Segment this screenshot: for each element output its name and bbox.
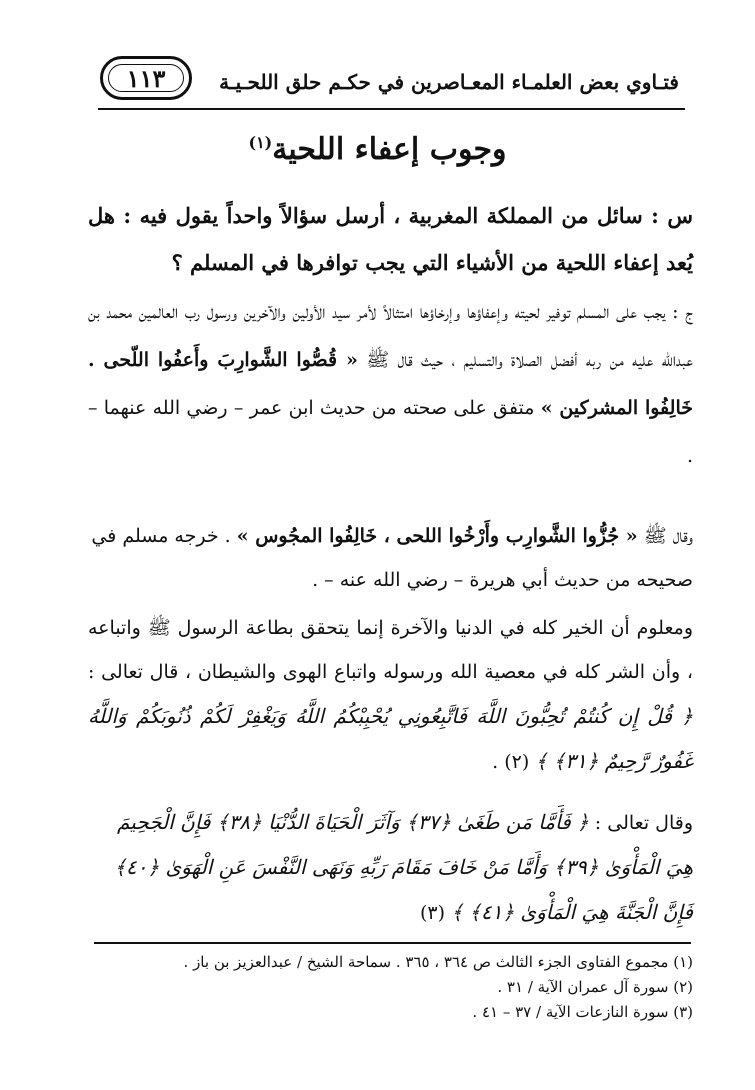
second-verse-paragraph xyxy=(88,800,693,935)
quran-verse-2: ﴿ فَأَمَّا مَن طَغَىٰ ﴿٣٧﴾ وَآثَرَ الْحَيَاةَ الدُّنْيَا ﴿٣٨﴾ فَإِنَّ الْجَحِيمَ هِيَ الْمَأْوَىٰ ﴿٣٩﴾ وَأَمَّا مَنْ خَافَ مَقَامَ رَبِّهِ وَنَهَى النَّفْسَ عَنِ الْهَوَىٰ ﴿٤٠﴾ فَإِنَّ الْجَنَّةَ هِيَ الْمَأْوَىٰ ﴿٤١﴾ ﴾ xyxy=(114,810,693,924)
hadith-quote: « قُصُّوا الشَّوارِبَ وأَعفُوا اللّحى . خَالِفُوا المشركين » xyxy=(88,349,693,419)
title-footnote-ref: (١) xyxy=(248,133,273,152)
obedience-text: ومعلوم أن الخير كله في الدنيا والآخرة إنما يتحقق بطاعة الرسول ﷺ واتباعه ، وأن الشر كله في معصية الله ورسوله واتباع الهوى والشيطان ، قال تعالى : xyxy=(88,617,693,683)
verse-2-footnote-ref: (٣) xyxy=(419,902,446,924)
page-number: ١١٣ xyxy=(126,63,166,93)
answer-paragraph xyxy=(88,288,693,480)
second-hadith-intro: وقال ﷺ xyxy=(643,525,693,547)
answer-intro: ج : يجب على المسلم توفير لحيته وإعفاؤها وإرخاؤها امتثالاً لأمر سيد الأولين والآخرين ورسول رب العالمين محمد بن عبدالله عليه من ربه أفضل الصلاة والتسليم ، حيث قال ﷺ xyxy=(88,301,693,371)
section-title xyxy=(0,132,755,167)
quran-verse-1: ﴿ قُلْ إِن كُنتُمْ تُحِبُّونَ اللَّهَ فَاتَّبِعُونِي يُحْبِبْكُمُ اللَّهُ وَيَغْفِرْ لَكُمْ ذُنُوبَكُمْ وَاللَّهُ غَفُورٌ رَّحِيمٌ ﴿٣١﴾ ﴾ xyxy=(88,704,693,773)
footnote-divider xyxy=(94,942,691,944)
hadith-source: متفق على صحته من حديث ابن عمر – رضي الله عنهما – . xyxy=(88,397,693,467)
footnote-3: (٣) سورة النازعات الآية / ٣٧ – ٤١ . xyxy=(472,1003,693,1021)
page-header xyxy=(98,50,685,110)
second-hadith-paragraph xyxy=(88,514,693,602)
second-verse-intro: وقال تعالى : xyxy=(594,812,693,834)
question-paragraph: س : سائل من المملكة المغربية ، أرسل سؤالاً واحداً يقول فيه : هل يُعد إعفاء اللحية من الأشياء التي يجب توافرها في المسلم ؟ xyxy=(88,203,693,275)
page-number-frame xyxy=(100,56,192,100)
second-hadith-quote: « جُزُّوا الشَّوارِب وأَرْخُوا اللحى ، خَالِفُوا المجُوس » xyxy=(236,525,638,547)
second-hadith-source: . خرجه مسلم في صحيحه من حديث أبي هريرة – رضي الله عنه – . xyxy=(91,525,693,591)
section-title-text: وجوب إعفاء اللحية xyxy=(272,132,507,167)
obedience-paragraph xyxy=(88,606,693,784)
footnote-2: (٢) سورة آل عمران الآية / ٣١ . xyxy=(497,978,693,996)
footnote-1: (١) مجموع الفتاوى الجزء الثالث ص ٣٦٤ ، ٣٦٥ . سماحة الشيخ / عبدالعزيز بن باز . xyxy=(183,953,693,971)
footnotes xyxy=(92,950,693,1025)
running-title: فتـاوي بعض العلمـاء المعـاصرين في حكـم حلق اللحـيـة xyxy=(219,70,679,94)
verse-1-footnote-ref: (٢) . xyxy=(492,751,530,773)
